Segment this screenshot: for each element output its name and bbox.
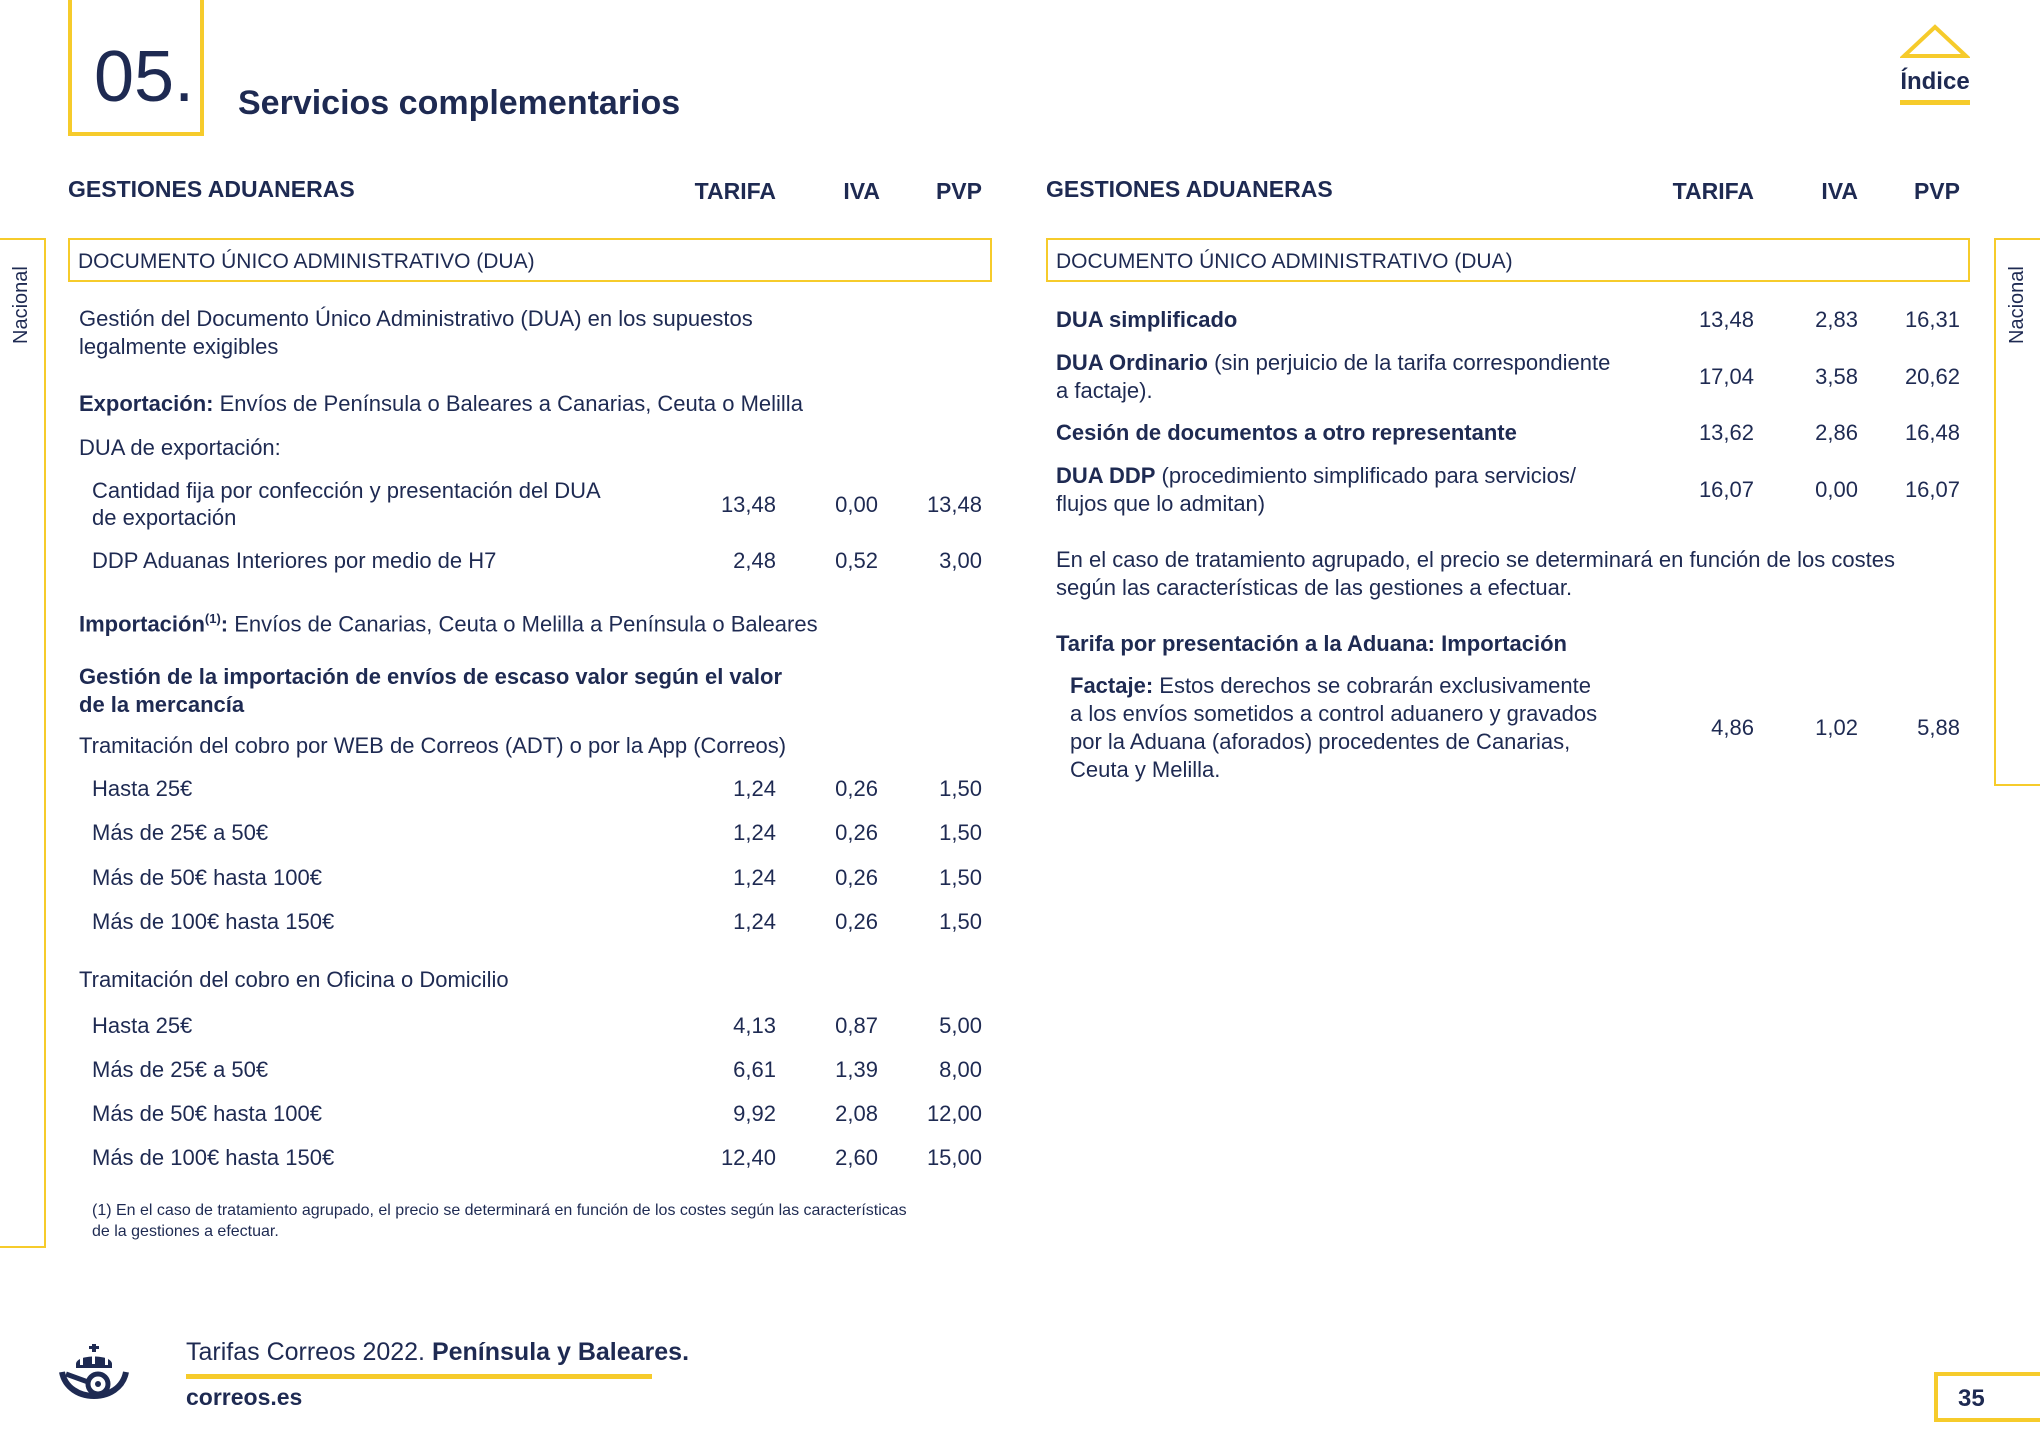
right-row-2-line2: a factaje). xyxy=(1056,378,1153,403)
office-row-1-pvp: 5,00 xyxy=(939,1013,982,1038)
web-row-2-pvp: 1,50 xyxy=(939,820,982,845)
footer-brand xyxy=(186,1338,689,1367)
web-row-3-iva: 0,26 xyxy=(835,865,878,890)
web-row-1-iva: 0,26 xyxy=(835,776,878,801)
export-row-2-iva: 0,52 xyxy=(835,548,878,573)
office-row-4-tarifa: 12,40 xyxy=(720,1145,776,1170)
web-row-3-pvp: 1,50 xyxy=(939,865,982,890)
factaje-line1 xyxy=(1070,672,1591,700)
right-row-4-text: (procedimiento simplificado para servicios/ xyxy=(1155,463,1577,488)
export-label: Exportación: xyxy=(79,391,214,416)
footer-brand-text: Tarifas Correos 2022. xyxy=(186,1338,432,1366)
office-row-2-pvp: 8,00 xyxy=(939,1057,982,1082)
web-row-3-tarifa: 1,24 xyxy=(733,865,776,890)
footer-underline xyxy=(186,1374,652,1379)
footer-brand-bold: Península y Baleares. xyxy=(431,1338,690,1366)
page-title: Servicios complementarios xyxy=(238,84,681,122)
office-row-1-tarifa: 4,13 xyxy=(733,1013,776,1038)
office-row-3-iva: 2,08 xyxy=(835,1101,878,1126)
web-sub: Tramitación del cobro por WEB de Correos (ADT) o por la App (Correos) xyxy=(79,733,787,758)
right-row-2-text: (sin perjuicio de la tarifa correspondiente xyxy=(1207,350,1611,375)
right-row-1-bold: DUA simplificado xyxy=(1056,307,1238,332)
section-number: 05. xyxy=(94,37,195,117)
export-sub: DUA de exportación: xyxy=(79,435,281,460)
office-row-3-tarifa: 9,92 xyxy=(733,1101,776,1126)
office-row-4-label: Más de 100€ hasta 150€ xyxy=(92,1145,335,1170)
right-row-4-pvp: 16,07 xyxy=(1904,477,1960,502)
factaje-line3: por la Aduana (aforados) procedentes de Canarias, xyxy=(1070,729,1571,754)
factaje-tarifa: 4,86 xyxy=(1711,715,1754,740)
factaje-pvp: 5,88 xyxy=(1917,715,1960,740)
office-row-4-pvp: 15,00 xyxy=(926,1145,982,1170)
right-row-4-bold: DUA DDP xyxy=(1056,463,1156,488)
right-heading: GESTIONES ADUANERAS xyxy=(1046,176,1333,202)
side-tab-left xyxy=(0,238,46,1248)
page-number-box xyxy=(1934,1372,2040,1422)
left-intro-line2: legalmente exigibles xyxy=(79,334,279,359)
left-col-pvp: PVP xyxy=(935,178,982,204)
triangle-up-icon xyxy=(1900,24,1970,60)
left-col-iva: IVA xyxy=(843,178,880,204)
import-footnote-ref: (1) xyxy=(204,611,221,626)
left-col-tarifa: TARIFA xyxy=(694,178,776,204)
office-row-4-iva: 2,60 xyxy=(835,1145,878,1170)
section-number-box xyxy=(68,0,204,136)
office-row-1-iva: 0,87 xyxy=(835,1013,878,1038)
right-row-1-pvp: 16,31 xyxy=(1904,307,1960,332)
office-row-2-tarifa: 6,61 xyxy=(733,1057,776,1082)
left-intro-line1: Gestión del Documento Único Administrativo (DUA) en los supuestos xyxy=(79,306,753,331)
import-label: Importación xyxy=(79,611,205,637)
web-row-2-tarifa: 1,24 xyxy=(733,820,776,845)
right-row-2-bold: DUA Ordinario xyxy=(1056,350,1208,375)
right-col-iva: IVA xyxy=(1821,178,1858,204)
export-row-2-tarifa: 2,48 xyxy=(733,548,776,573)
web-row-3-label: Más de 50€ hasta 100€ xyxy=(92,865,322,890)
right-row-3-tarifa: 13,62 xyxy=(1698,420,1754,445)
right-row-3-label xyxy=(1056,419,1517,447)
import-bold-line1: Gestión de la importación de envíos de escaso valor según el valor xyxy=(79,664,783,689)
factaje-line2: a los envíos sometidos a control aduanero y gravados xyxy=(1070,701,1598,726)
footer-url-link[interactable]: correos.es xyxy=(186,1384,303,1410)
right-row-1-tarifa: 13,48 xyxy=(1698,307,1754,332)
export-row-1-line2: de exportación xyxy=(92,505,237,530)
web-row-4-tarifa: 1,24 xyxy=(733,909,776,934)
office-row-2-label: Más de 25€ a 50€ xyxy=(92,1057,269,1082)
right-row-2-tarifa: 17,04 xyxy=(1698,364,1754,389)
factaje-iva: 1,02 xyxy=(1815,715,1858,740)
side-tab-right-label: Nacional xyxy=(2006,266,2028,344)
web-row-4-iva: 0,26 xyxy=(835,909,878,934)
left-dua-box: DOCUMENTO ÚNICO ADMINISTRATIVO (DUA) xyxy=(68,238,992,282)
import-bold-line2: de la mercancía xyxy=(79,692,245,717)
export-heading xyxy=(79,390,803,418)
right-row-4-line1 xyxy=(1056,462,1576,490)
web-row-1-pvp: 1,50 xyxy=(939,776,982,801)
web-row-2-iva: 0,26 xyxy=(835,820,878,845)
factaje-line4: Ceuta y Melilla. xyxy=(1070,757,1221,782)
web-row-1-tarifa: 1,24 xyxy=(733,776,776,801)
web-row-4-label: Más de 100€ hasta 150€ xyxy=(92,909,335,934)
import-heading xyxy=(79,605,818,638)
export-row-1-iva: 0,00 xyxy=(835,492,878,517)
office-row-3-label: Más de 50€ hasta 100€ xyxy=(92,1101,322,1126)
office-row-2-iva: 1,39 xyxy=(835,1057,878,1082)
export-row-2-label: DDP Aduanas Interiores por medio de H7 xyxy=(92,548,497,573)
right-row-2-pvp: 20,62 xyxy=(1904,364,1960,389)
right-row-3-bold: Cesión de documentos a otro representante xyxy=(1056,420,1517,445)
factaje-text: Estos derechos se cobrarán exclusivamente xyxy=(1153,673,1591,698)
right-row-4-line2: flujos que lo admitan) xyxy=(1056,491,1266,516)
export-row-1-pvp: 13,48 xyxy=(926,492,982,517)
factaje-bold: Factaje: xyxy=(1070,673,1154,698)
right-col-tarifa: TARIFA xyxy=(1672,178,1754,204)
office-sub: Tramitación del cobro en Oficina o Domicilio xyxy=(79,967,509,992)
footnote-line2: de la gestiones a efectuar. xyxy=(92,1223,279,1240)
index-label: Índice xyxy=(1900,68,1970,95)
right-row-1-label xyxy=(1056,306,1237,334)
right-row-2-iva: 3,58 xyxy=(1815,364,1858,389)
group-note-line2: según las características de las gestiones a efectuar. xyxy=(1056,575,1573,600)
side-tab-right xyxy=(1994,238,2040,786)
group-note-line1: En el caso de tratamiento agrupado, el precio se determinará en función de los costes xyxy=(1056,547,1895,572)
right-row-2-line1 xyxy=(1056,349,1610,377)
import-tariff-heading: Tarifa por presentación a la Aduana: Importación xyxy=(1056,631,1567,656)
side-tab-left-label: Nacional xyxy=(10,266,32,344)
right-row-3-iva: 2,86 xyxy=(1815,420,1858,445)
right-row-3-pvp: 16,48 xyxy=(1904,420,1960,445)
web-row-4-pvp: 1,50 xyxy=(939,909,982,934)
web-row-2-label: Más de 25€ a 50€ xyxy=(92,820,269,845)
right-row-1-iva: 2,83 xyxy=(1815,307,1858,332)
import-colon: : xyxy=(220,611,229,637)
right-dua-box: DOCUMENTO ÚNICO ADMINISTRATIVO (DUA) xyxy=(1046,238,1970,282)
web-row-1-label: Hasta 25€ xyxy=(92,776,193,801)
right-row-4-iva: 0,00 xyxy=(1815,477,1858,502)
office-row-3-pvp: 12,00 xyxy=(926,1101,982,1126)
import-text: Envíos de Canarias, Ceuta o Melilla a Península o Baleares xyxy=(234,611,818,637)
left-heading: GESTIONES ADUANERAS xyxy=(68,176,355,202)
page-number: 35 xyxy=(1958,1385,1985,1412)
footnote-line1: (1) En el caso de tratamiento agrupado, el precio se determinará en función de los costes según las características xyxy=(92,1202,907,1219)
index-underline xyxy=(1900,100,1970,105)
correos-crown-horn-logo xyxy=(58,1342,130,1414)
office-row-1-label: Hasta 25€ xyxy=(92,1013,193,1038)
export-row-1-tarifa: 13,48 xyxy=(720,492,776,517)
export-row-2-pvp: 3,00 xyxy=(939,548,982,573)
right-row-4-tarifa: 16,07 xyxy=(1698,477,1754,502)
export-row-1-line1: Cantidad fija por confección y presentación del DUA xyxy=(92,478,601,503)
export-text: Envíos de Península o Baleares a Canarias, Ceuta o Melilla xyxy=(219,391,803,416)
right-col-pvp: PVP xyxy=(1913,178,1960,204)
